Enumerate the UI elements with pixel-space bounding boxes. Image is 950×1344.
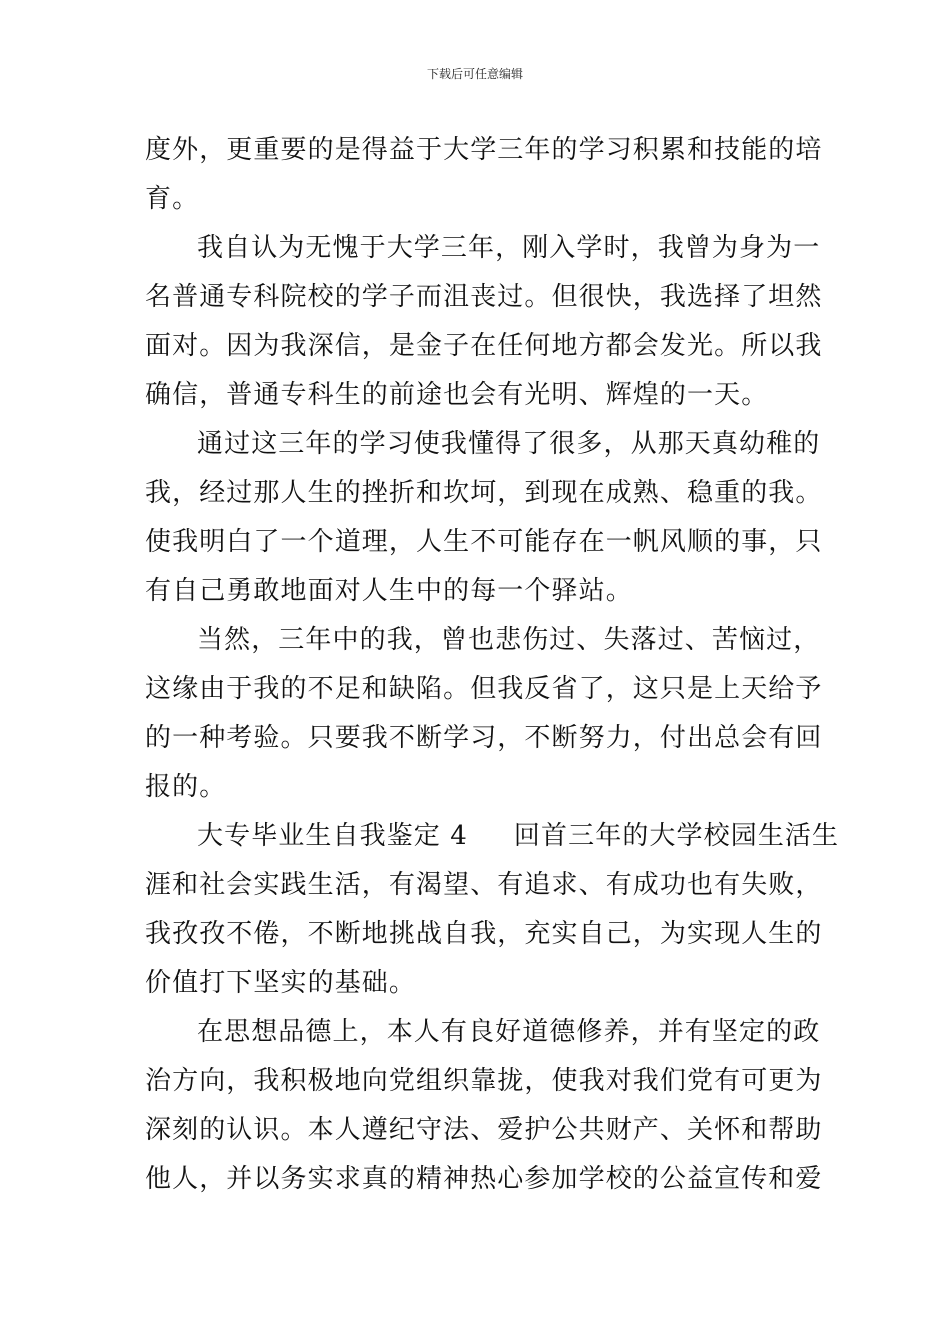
paragraph-start-line: 当然，三年中的我，曾也悲伤过、失落过、苦恼过， bbox=[197, 625, 821, 655]
text-line: 这缘由于我的不足和缺陷。但我反省了，这只是上天给予 bbox=[145, 674, 823, 704]
text-line: 价值打下坚实的基础。 bbox=[145, 968, 417, 998]
text-line: 有自己勇敢地面对人生中的每一个驿站。 bbox=[145, 576, 633, 606]
section-heading-continuation: 回首三年的大学校园生活生 bbox=[513, 821, 840, 851]
text-line: 确信，普通专科生的前途也会有光明、辉煌的一天。 bbox=[145, 380, 769, 410]
text-line: 使我明白了一个道理，人生不可能存在一帆风顺的事，只 bbox=[145, 527, 823, 557]
section-heading-title: 大专毕业生自我鉴定 4 bbox=[197, 821, 468, 851]
text-line: 我，经过那人生的挫折和坎坷，到现在成熟、稳重的我。 bbox=[145, 478, 823, 508]
text-line: 名普通专科院校的学子而沮丧过。但很快，我选择了坦然 bbox=[145, 282, 823, 312]
text-line: 育。 bbox=[145, 184, 200, 214]
text-line: 的一种考验。只要我不断学习，不断努力，付出总会有回 bbox=[145, 723, 823, 753]
paragraph-start-line: 通过这三年的学习使我懂得了很多，从那天真幼稚的 bbox=[197, 429, 821, 459]
document-body bbox=[145, 126, 840, 1204]
section-heading-line bbox=[145, 812, 840, 861]
paragraph-start-line: 在思想品德上，本人有良好道德修养，并有坚定的政 bbox=[197, 1017, 821, 1047]
text-line: 报的。 bbox=[145, 772, 227, 802]
text-line: 面对。因为我深信，是金子在任何地方都会发光。所以我 bbox=[145, 331, 823, 361]
paragraph-start-line: 我自认为无愧于大学三年，刚入学时，我曾为身为一 bbox=[197, 233, 821, 263]
text-line: 度外，更重要的是得益于大学三年的学习积累和技能的培 bbox=[145, 135, 823, 165]
text-line: 我孜孜不倦，不断地挑战自我，充实自己，为实现人生的 bbox=[145, 919, 823, 949]
text-line: 治方向，我积极地向党组织靠拢，使我对我们党有可更为 bbox=[145, 1066, 823, 1096]
text-line: 涯和社会实践生活，有渴望、有追求、有成功也有失败， bbox=[145, 870, 823, 900]
text-line: 深刻的认识。本人遵纪守法、爱护公共财产、关怀和帮助 bbox=[145, 1115, 823, 1145]
page-header: 下载后可任意编辑 bbox=[426, 67, 523, 81]
text-line: 他人，并以务实求真的精神热心参加学校的公益宣传和爱 bbox=[145, 1164, 823, 1194]
